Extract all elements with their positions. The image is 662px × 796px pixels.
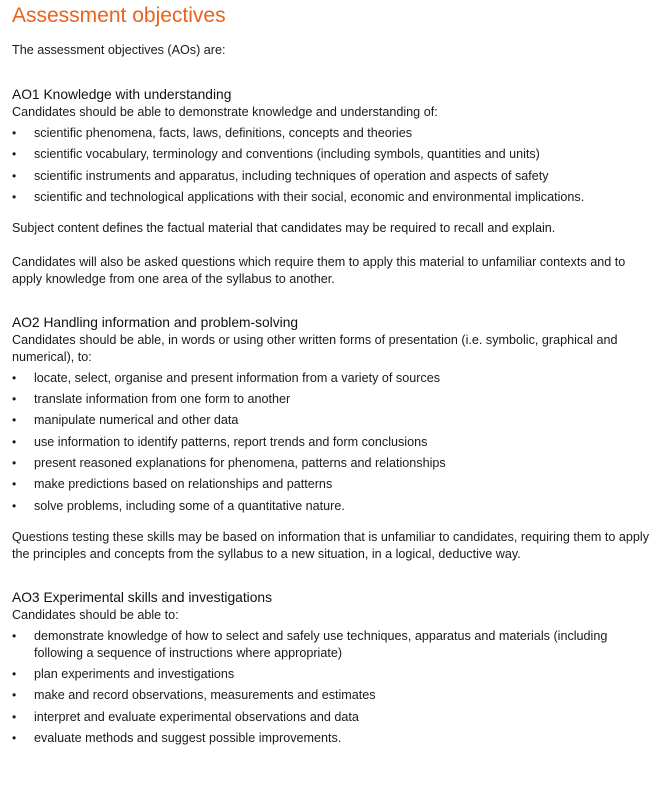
list-item: • plan experiments and investigations bbox=[12, 666, 654, 683]
list-item: • scientific vocabulary, terminology and conventions (including symbols, quantities and units) bbox=[12, 146, 654, 163]
ao2-heading: AO2 Handling information and problem-solving bbox=[12, 314, 299, 330]
list-item: • scientific phenomena, facts, laws, definitions, concepts and theories bbox=[12, 125, 654, 142]
ao1-list bbox=[12, 125, 654, 206]
intro-text: The assessment objectives (AOs) are: bbox=[12, 43, 226, 57]
list-item: • use information to identify patterns, report trends and form conclusions bbox=[12, 434, 654, 451]
list-item: • make and record observations, measurements and estimates bbox=[12, 687, 654, 704]
list-item: • evaluate methods and suggest possible improvements. bbox=[12, 730, 654, 747]
list-item: • solve problems, including some of a quantitative nature. bbox=[12, 498, 654, 515]
list-item: • manipulate numerical and other data bbox=[12, 412, 654, 429]
list-item: • demonstrate knowledge of how to select and safely use techniques, apparatus and materials (including following a sequence of instructions where appropriate) bbox=[12, 628, 654, 662]
list-item: • make predictions based on relationships and patterns bbox=[12, 476, 654, 493]
list-item: • present reasoned explanations for phenomena, patterns and relationships bbox=[12, 455, 654, 472]
ao3-lead: Candidates should be able to: bbox=[12, 607, 179, 622]
list-item: • interpret and evaluate experimental observations and data bbox=[12, 709, 654, 726]
list-item: • scientific and technological applications with their social, economic and environmental implications. bbox=[12, 189, 654, 206]
list-item: • translate information from one form to another bbox=[12, 391, 654, 408]
list-item: • locate, select, organise and present information from a variety of sources bbox=[12, 370, 654, 387]
ao3-list bbox=[12, 628, 654, 747]
page-title: Assessment objectives bbox=[12, 4, 226, 27]
ao2-lead: Candidates should be able, in words or using other written forms of presentation (i.e. symbolic, graphical and numerical), to: bbox=[12, 332, 618, 364]
ao1-heading: AO1 Knowledge with understanding bbox=[12, 87, 232, 102]
ao2-paragraph-1: Questions testing these skills may be based on information that is unfamiliar to candidates, requiring them to apply the principles and concepts from the syllabus to a new situation, in a logical, deductive way. bbox=[12, 529, 650, 561]
ao1-paragraph-1: Subject content defines the factual material that candidates may be required to recall and explain. bbox=[12, 220, 556, 235]
ao1-lead: Candidates should be able to demonstrate knowledge and understanding of: bbox=[12, 105, 438, 119]
ao1-paragraph-2: Candidates will also be asked questions which require them to apply this material to unfamiliar contexts and to apply knowledge from one area of the syllabus to another. bbox=[12, 254, 626, 286]
list-item: • scientific instruments and apparatus, including techniques of operation and aspects of safety bbox=[12, 168, 654, 185]
ao3-heading: AO3 Experimental skills and investigations bbox=[12, 589, 272, 605]
ao2-list bbox=[12, 370, 654, 515]
